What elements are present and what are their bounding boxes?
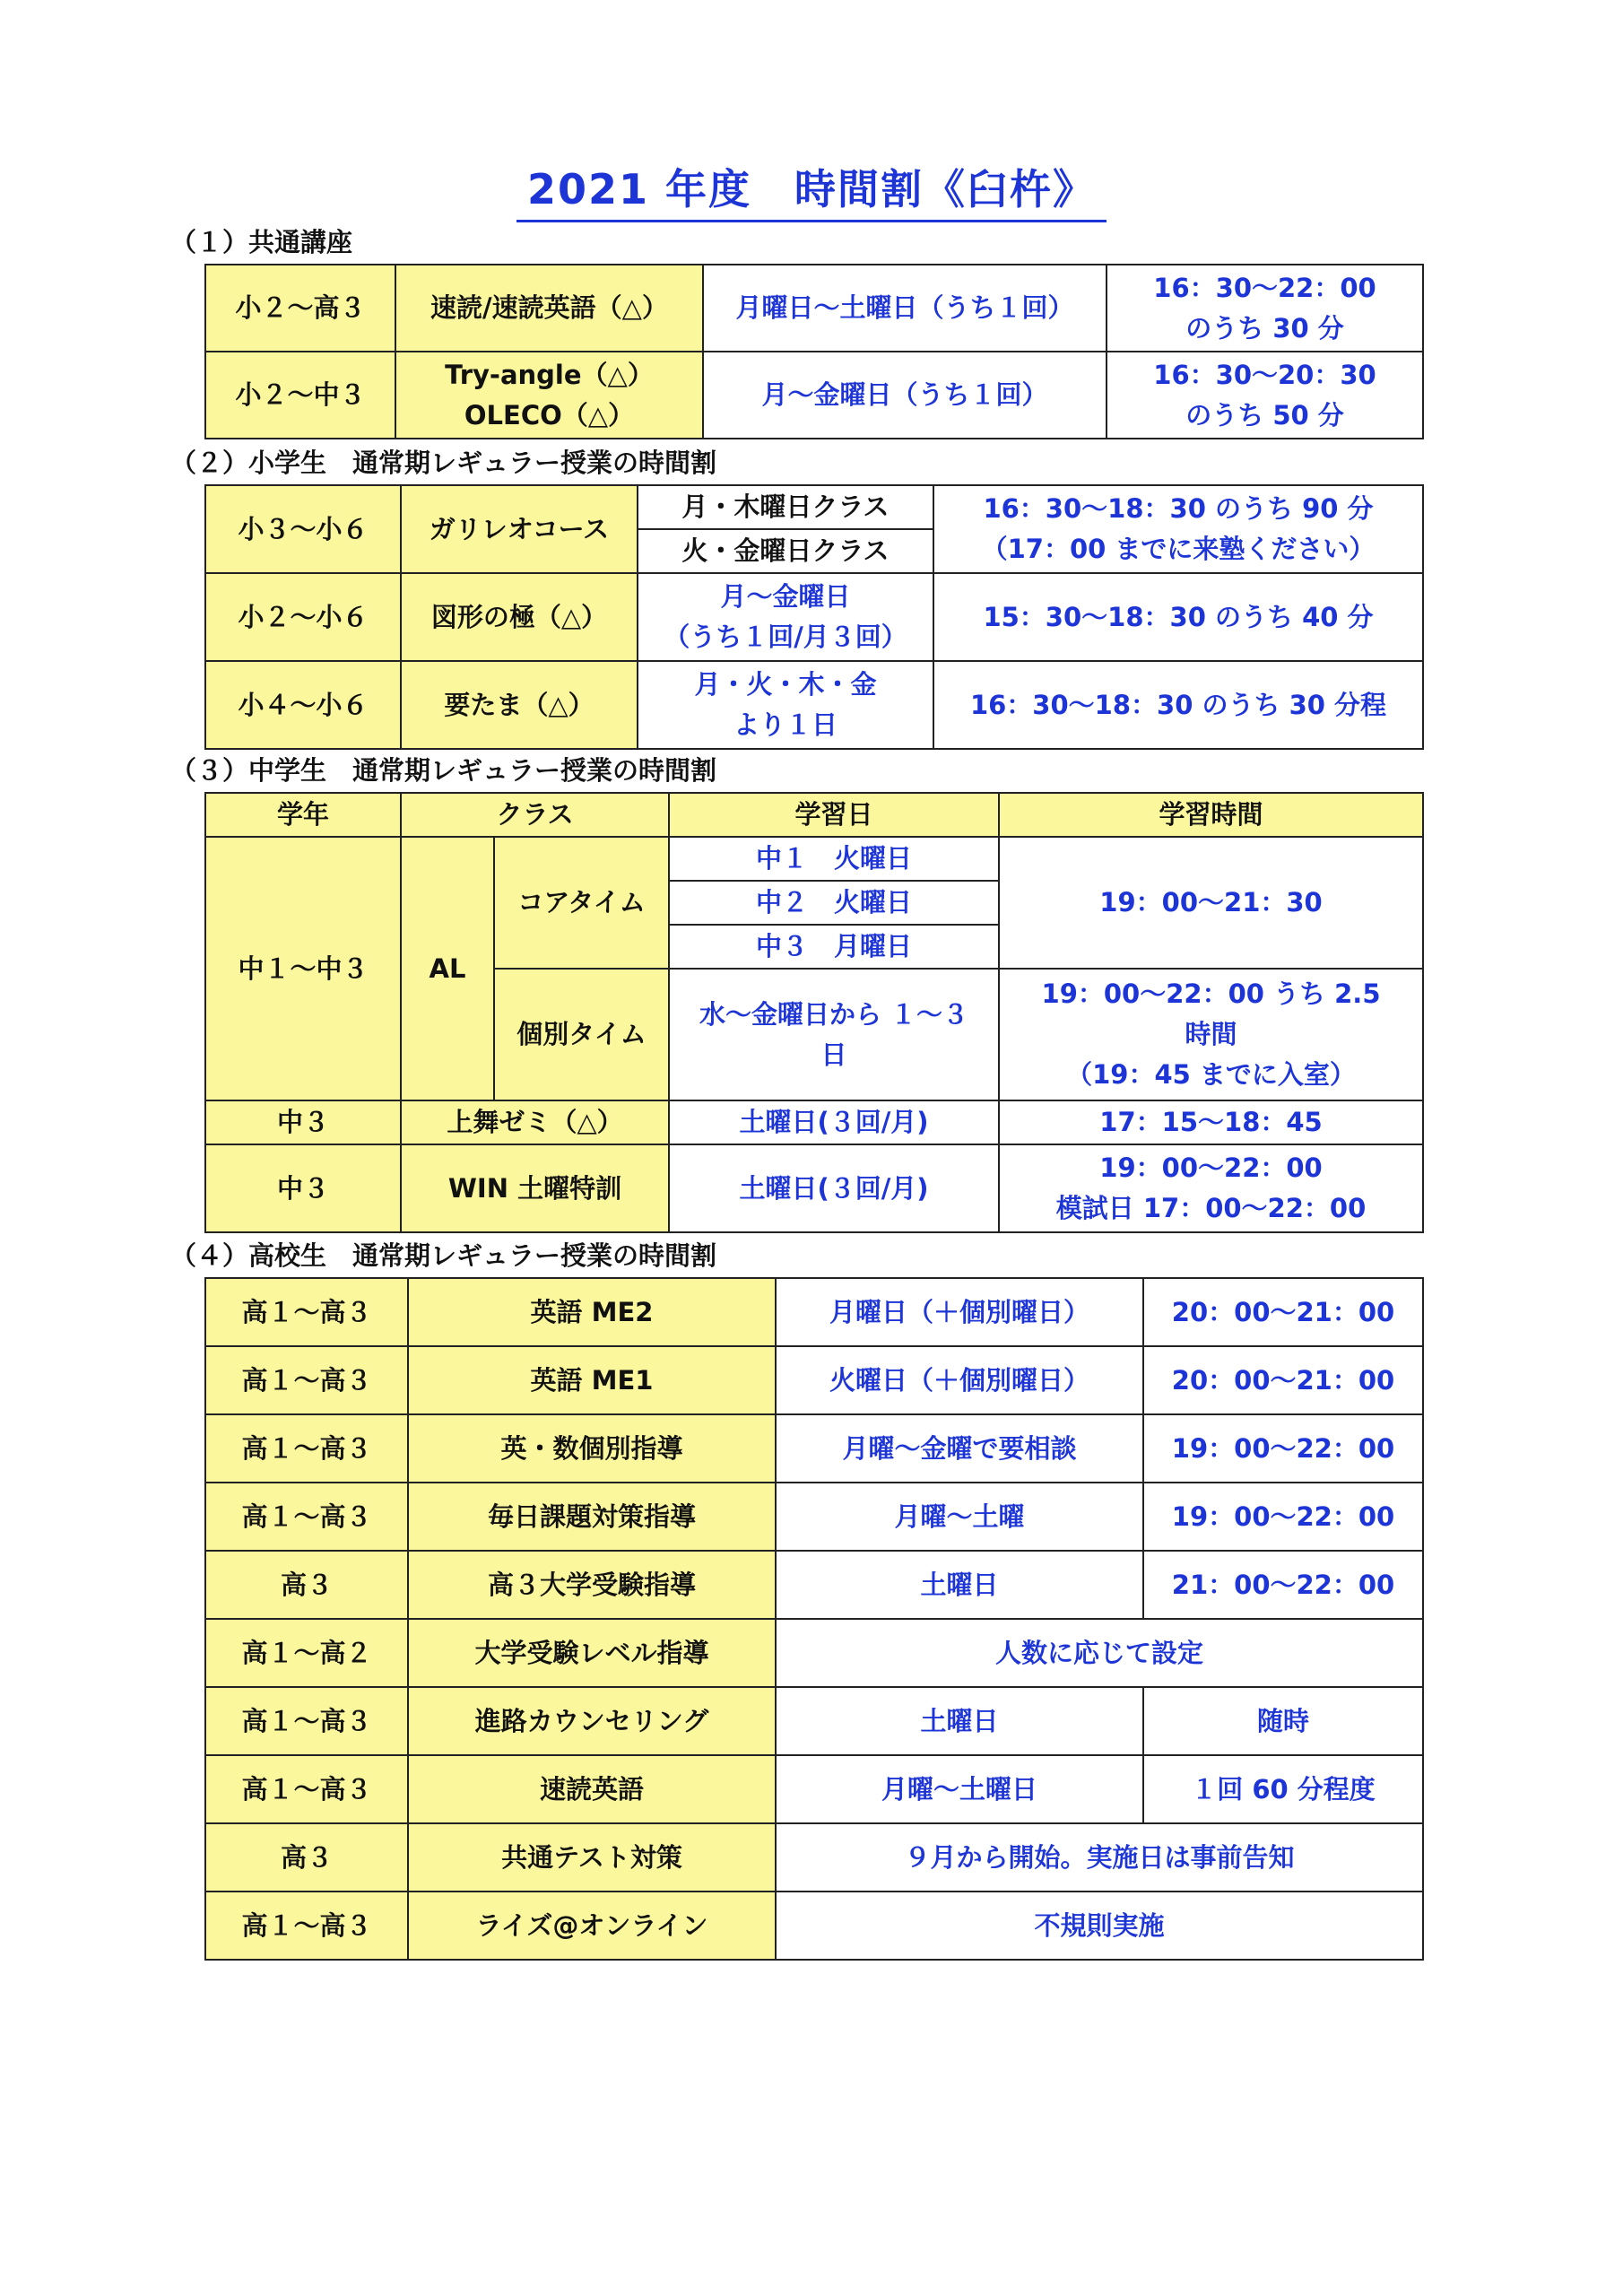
table-row <box>205 1278 1423 1346</box>
course-cell: 速読/速読英語（△） <box>395 265 703 352</box>
table-row <box>205 1414 1423 1483</box>
time-cell: 20：00〜21：00 <box>1143 1278 1423 1346</box>
time-cell: 随時 <box>1143 1687 1423 1755</box>
days-cell: 土曜日 <box>776 1687 1143 1755</box>
header-class: クラス <box>401 793 669 837</box>
days-cell <box>638 573 933 661</box>
time-line: のうち 30 分 <box>1185 312 1344 344</box>
days-cell: 土曜日(３回/月) <box>669 1144 999 1232</box>
time-cell: 20：00〜21：00 <box>1143 1346 1423 1414</box>
course-cell: 英・数個別指導 <box>408 1414 776 1483</box>
time-cell <box>933 485 1423 573</box>
time-cell <box>999 1144 1423 1232</box>
course-cell: 大学受験レベル指導 <box>408 1619 776 1687</box>
time-cell <box>1107 265 1423 352</box>
time-line: 19：00〜22：00 <box>1099 1152 1323 1184</box>
time-line: 模試日 17：00〜22：00 <box>1055 1193 1367 1223</box>
time-line: 16：30〜22：00 <box>1153 272 1376 303</box>
time-line: （17：00 までに来塾ください） <box>981 534 1376 564</box>
grade-cell: 高１〜高２ <box>205 1619 408 1687</box>
days-line: 月〜金曜日 <box>720 581 851 613</box>
schedule-cell: 人数に応じて設定 <box>776 1619 1423 1687</box>
class-cell: WIN 土曜特訓 <box>401 1144 669 1232</box>
page-title <box>0 157 1623 222</box>
time-cell: 19：00〜22：00 <box>1143 1483 1423 1551</box>
course-cell: 進路カウンセリング <box>408 1687 776 1755</box>
time-line: 16：30〜18：30 のうち 90 分 <box>983 493 1374 525</box>
course-cell: 速読英語 <box>408 1755 776 1823</box>
days-cell: 月曜日〜土曜日（うち１回） <box>703 265 1107 352</box>
days-cell: 中１ 火曜日 <box>669 837 999 881</box>
time-cell: １回 60 分程度 <box>1143 1755 1423 1823</box>
section-heading-common: （１）共通講座 <box>170 227 353 257</box>
course-line: OLECO（△） <box>464 399 635 430</box>
table-row <box>205 1687 1423 1755</box>
grade-cell: 小２〜中３ <box>205 352 395 439</box>
course-cell: ガリレオコース <box>401 485 638 573</box>
time-cell: 21：00〜22：00 <box>1143 1551 1423 1619</box>
table-row <box>205 1892 1423 1960</box>
time-line: 16：30〜20：30 <box>1153 359 1376 390</box>
table-row <box>205 352 1423 439</box>
time-cell: 17：15〜18：45 <box>999 1100 1423 1144</box>
time-cell: 19：00〜22：00 <box>1143 1414 1423 1483</box>
grade-cell: 高１〜高３ <box>205 1892 408 1960</box>
course-cell: 英語 ME2 <box>408 1278 776 1346</box>
course-cell: 高３大学受験指導 <box>408 1551 776 1619</box>
course-cell: 図形の極（△） <box>401 573 638 661</box>
table-row <box>205 573 1423 661</box>
days-line: 日 <box>820 1039 847 1070</box>
grade-cell: 中１〜中３ <box>205 837 401 1100</box>
common-course-table <box>204 264 1424 439</box>
course-cell: 毎日課題対策指導 <box>408 1483 776 1551</box>
subclass-cell: 個別タイム <box>494 969 669 1100</box>
grade-cell: 中３ <box>205 1144 401 1232</box>
days-line: 水〜金曜日から １〜３ <box>699 998 969 1030</box>
high-school-table <box>204 1277 1424 1961</box>
table-row <box>205 1483 1423 1551</box>
time-line: 時間 <box>1185 1019 1237 1050</box>
table-row <box>205 1100 1423 1144</box>
days-line: （うち１回/月３回） <box>664 622 907 652</box>
section-heading-junior: （３）中学生 通常期レギュラー授業の時間割 <box>170 755 717 786</box>
course-line: Try-angle（△） <box>445 359 654 390</box>
grade-cell: 小３〜小６ <box>205 485 401 573</box>
course-cell <box>395 352 703 439</box>
day-cell: 月・木曜日クラス <box>638 485 933 529</box>
header-days: 学習日 <box>669 793 999 837</box>
class-cell: AL <box>401 837 494 1100</box>
grade-cell: 高１〜高３ <box>205 1346 408 1414</box>
time-cell: 16：30〜18：30 のうち 30 分程 <box>933 661 1423 749</box>
grade-cell: 高１〜高３ <box>205 1414 408 1483</box>
table-row <box>205 1619 1423 1687</box>
header-grade: 学年 <box>205 793 401 837</box>
class-cell: 上舞ゼミ（△） <box>401 1100 669 1144</box>
days-cell <box>669 969 999 1100</box>
days-cell: 月〜金曜日（うち１回） <box>703 352 1107 439</box>
time-cell: 15：30〜18：30 のうち 40 分 <box>933 573 1423 661</box>
days-cell: 月曜〜土曜 <box>776 1483 1143 1551</box>
time-cell <box>1107 352 1423 439</box>
grade-cell: 中３ <box>205 1100 401 1144</box>
time-line: 19：00〜22：00 うち 2.5 <box>1041 978 1381 1010</box>
course-cell: 要たま（△） <box>401 661 638 749</box>
grade-cell: 高１〜高３ <box>205 1755 408 1823</box>
course-cell: 共通テスト対策 <box>408 1823 776 1892</box>
table-row <box>205 1144 1423 1232</box>
elementary-table <box>204 484 1424 750</box>
table-row <box>205 1755 1423 1823</box>
days-cell: 火曜日（＋個別曜日） <box>776 1346 1143 1414</box>
header-time: 学習時間 <box>999 793 1423 837</box>
grade-cell: 小２〜小６ <box>205 573 401 661</box>
table-row <box>205 1823 1423 1892</box>
days-cell: 月曜〜金曜で要相談 <box>776 1414 1143 1483</box>
time-cell <box>999 969 1423 1100</box>
subclass-cell: コアタイム <box>494 837 669 969</box>
days-cell <box>638 661 933 749</box>
days-cell: 土曜日 <box>776 1551 1143 1619</box>
grade-cell: 高１〜高３ <box>205 1687 408 1755</box>
days-cell: 中３ 月曜日 <box>669 925 999 969</box>
section-heading-elementary: （２）小学生 通常期レギュラー授業の時間割 <box>170 448 717 478</box>
grade-cell: 高１〜高３ <box>205 1278 408 1346</box>
days-cell: 月曜〜土曜日 <box>776 1755 1143 1823</box>
table-row <box>205 485 1423 529</box>
grade-cell: 小２〜高３ <box>205 265 395 352</box>
table-row <box>205 1346 1423 1414</box>
course-cell: ライズ@オンライン <box>408 1892 776 1960</box>
days-cell: 月曜日（＋個別曜日） <box>776 1278 1143 1346</box>
days-line: 月・火・木・金 <box>694 669 877 700</box>
schedule-cell: ９月から開始。実施日は事前告知 <box>776 1823 1423 1892</box>
junior-table <box>204 792 1424 1233</box>
table-row <box>205 1551 1423 1619</box>
table-row <box>205 265 1423 352</box>
time-cell: 19：00〜21：30 <box>999 837 1423 969</box>
grade-cell: 高１〜高３ <box>205 1483 408 1551</box>
days-line: より１日 <box>733 709 838 740</box>
grade-cell: 小４〜小６ <box>205 661 401 749</box>
day-cell: 火・金曜日クラス <box>638 529 933 573</box>
grade-cell: 高３ <box>205 1551 408 1619</box>
table-row <box>205 837 1423 881</box>
section-heading-high: （４）高校生 通常期レギュラー授業の時間割 <box>170 1240 717 1271</box>
title-text: 2021 年度 時間割《臼杵》 <box>516 157 1107 222</box>
schedule-cell: 不規則実施 <box>776 1892 1423 1960</box>
table-row <box>205 661 1423 749</box>
table-header-row <box>205 793 1423 837</box>
days-cell: 土曜日(３回/月) <box>669 1100 999 1144</box>
days-cell: 中２ 火曜日 <box>669 881 999 925</box>
time-line: のうち 50 分 <box>1185 399 1344 430</box>
course-cell: 英語 ME1 <box>408 1346 776 1414</box>
time-line: （19：45 までに入室） <box>1066 1058 1356 1090</box>
grade-cell: 高３ <box>205 1823 408 1892</box>
